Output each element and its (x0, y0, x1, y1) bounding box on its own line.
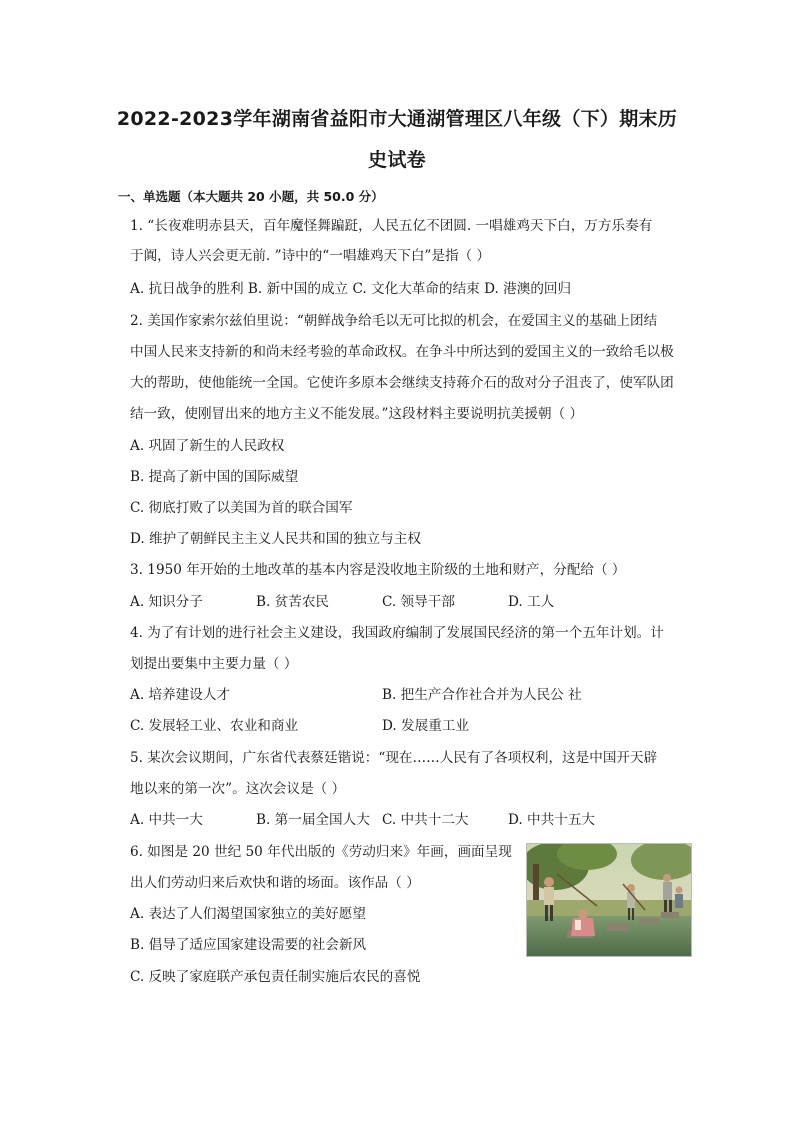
question-6-option-a: A. 表达了人们渴望国家独立的美好愿望 (130, 906, 366, 922)
question-3-line-1: 3. 1950 年开始的土地改革的基本内容是没收地主阶级的土地和财产，分配给（ ） (130, 562, 626, 578)
question-3-option-a: A. 知识分子 (130, 594, 203, 610)
question-4-option-a: A. 培养建设人才 (130, 687, 231, 703)
question-2-option-d: D. 维护了朝鲜民主主义人民共和国的独立与主权 (130, 531, 421, 547)
question-5-option-d: D. 中共十五大 (508, 812, 596, 828)
question-3-option-d: D. 工人 (508, 594, 555, 610)
question-6-line-1: 6. 如图是 20 世纪 50 年代出版的《劳动归来》年画，画面呈现 (130, 844, 512, 860)
question-2-line-3: 大的帮助，使他能统一全国。它使许多原本会继续支持蒋介石的敌对分子沮丧了，使军队团 (130, 375, 674, 391)
question-5-option-a: A. 中共一大 (130, 812, 203, 828)
question-4-line-2: 划提出要集中主要力量（ ） (130, 656, 298, 672)
question-1-line-2: 于阗，诗人兴会更无前. ”诗中的“一唱雄鸡天下白”是指（ ） (130, 248, 491, 264)
question-6-option-b: B. 倡导了适应国家建设需要的社会新风 (130, 937, 367, 953)
question-2-line-4: 结一致，使刚冒出来的地方主义不能发展。”这段材料主要说明抗美援朝（ ） (130, 406, 584, 422)
exam-title-line-2: 史试卷 (368, 149, 426, 171)
question-2-line-1: 2. 美国作家索尔兹伯里说：“朝鲜战争给毛以无可比拟的机会，在爱国主义的基础上团结 (130, 313, 658, 329)
question-4-option-c: C. 发展轻工业、农业和商业 (130, 718, 299, 734)
painting-image (527, 844, 691, 956)
question-1-options: A. 抗日战争的胜利 B. 新中国的成立 C. 文化大革命的结束 D. 港澳的回归 (130, 281, 572, 297)
question-5-line-2: 地以来的第一次”。这次会议是（ ） (130, 781, 346, 797)
question-2-option-a: A. 巩固了新生的人民政权 (130, 438, 285, 454)
exam-title-line-1: 2022-2023学年湖南省益阳市大通湖管理区八年级（下）期末历 (116, 108, 678, 130)
section-heading: 一、单选题（本大题共 20 小题，共 50.0 分） (118, 189, 384, 204)
question-5-option-b: B. 第一届全国人大 (256, 812, 370, 828)
question-3-option-c: C. 领导干部 (382, 594, 455, 610)
question-6-option-c: C. 反映了家庭联产承包责任制实施后农民的喜悦 (130, 969, 421, 985)
question-2-line-2: 中国人民来支持新的和尚未经考验的革命政权。在争斗中所达到的爱国主义的一致给毛以极 (130, 344, 674, 360)
question-4-option-d: D. 发展重工业 (382, 718, 470, 734)
question-4-line-1: 4. 为了有计划的进行社会主义建设，我国政府编制了发展国民经济的第一个五年计划。计 (130, 625, 664, 641)
question-4-option-b: B. 把生产合作社合并为人民公 社 (382, 687, 582, 703)
question-5-line-1: 5. 某次会议期间，广东省代表蔡廷锴说：“现在……人民有了各项权利，这是中国开天辟 (130, 750, 658, 766)
question-1-line-1: 1. “长夜难明赤县天，百年魔怪舞蹁跹，人民五亿不团圆. 一唱雄鸡天下白，万方乐奏有 (130, 218, 653, 234)
question-5-option-c: C. 中共十二大 (382, 812, 469, 828)
question-2-option-b: B. 提高了新中国的国际威望 (130, 469, 299, 485)
question-3-option-b: B. 贫苦农民 (256, 594, 330, 610)
painting-illustration (526, 843, 692, 957)
question-6-line-2: 出人们劳动归来后欢快和谐的场面。该作品（ ） (130, 875, 420, 891)
question-2-option-c: C. 彻底打败了以美国为首的联合国军 (130, 500, 353, 516)
